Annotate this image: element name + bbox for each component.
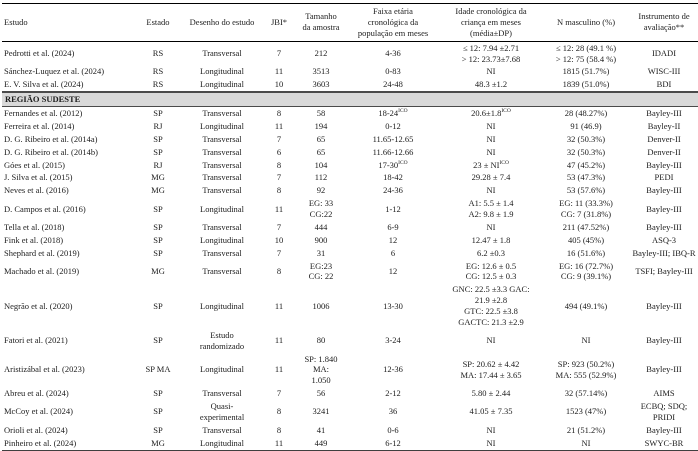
table-row <box>2 353 698 388</box>
cell-amostra: 104 <box>314 159 328 170</box>
cell-faixa-etaria: 1-12 <box>385 203 401 214</box>
cell-jbi: 7 <box>276 172 282 183</box>
cell-instrumento: Bayley-III <box>646 221 682 232</box>
cell-amostra: 900 <box>314 234 328 245</box>
cell-n-masculino: EG: 11 (33.3%) CG: 7 (31.8%) <box>559 198 613 219</box>
cell-desenho: Longitudinal <box>200 79 244 90</box>
cell-jbi: 11 <box>274 300 284 311</box>
cell-desenho: Transversal <box>202 108 242 118</box>
cell-n-masculino: NI <box>581 335 591 346</box>
section-header-label: REGIÃO SUDESTE <box>2 92 698 106</box>
cell-faixa-etaria: 6-9 <box>387 221 399 232</box>
cell-n-masculino: 1839 (51.0%) <box>562 79 610 90</box>
cell-estudo: Góes et al. (2015) <box>4 159 65 170</box>
cell-amostra: 3513 <box>312 66 330 77</box>
cell-desenho: Transversal <box>202 48 242 59</box>
table-row <box>2 424 698 437</box>
cell-idade: NI <box>486 66 496 77</box>
table-row <box>2 221 698 234</box>
cell-instrumento: Bayley-III <box>646 185 682 196</box>
table-row <box>2 260 698 284</box>
cell-estudo: Fatori et al. (2021) <box>4 335 68 346</box>
cell-estudo: Abreu et al. (2024) <box>4 388 69 399</box>
cell-desenho: Transversal <box>202 172 242 183</box>
cell-n-masculino: SP: 923 (50.2%) MA: 555 (52.9%) <box>555 358 617 380</box>
cell-instrumento: Bayley-III <box>646 108 682 118</box>
cell-jbi: 11 <box>274 66 284 77</box>
cell-amostra: 112 <box>314 172 328 183</box>
studies-table <box>2 3 698 451</box>
table-row <box>2 283 698 329</box>
cell-idade: ≤ 12: 7.94 ±2.71 > 12: 23.73±7.68 <box>461 42 521 64</box>
cell-n-masculino: EG: 16 (72.7%) CG: 9 (39.1%) <box>558 260 614 282</box>
cell-n-masculino: 28 (48.27%) <box>564 108 608 118</box>
cell-idade: A1: 5.5 ± 1.4 A2: 9.8 ± 1.9 <box>468 198 514 219</box>
cell-amostra: 65 <box>316 146 326 157</box>
cell-estudo: Machado et al. (2019) <box>4 265 80 276</box>
cell-faixa-etaria: 13-30 <box>383 300 403 311</box>
cell-instrumento: Denver-II <box>647 133 681 144</box>
table-row <box>2 400 698 424</box>
cell-instrumento: Bayley-III <box>646 364 682 375</box>
cell-faixa-etaria: 4-36 <box>385 48 401 59</box>
cell-estudo: D. Campos et al. (2016) <box>4 203 86 214</box>
table-row <box>2 41 698 65</box>
cell-desenho: Longitudinal <box>200 120 244 131</box>
cell-estado: SP <box>153 146 163 157</box>
cell-desenho: Longitudinal <box>200 300 244 311</box>
table-header-row <box>2 4 698 42</box>
cell-instrumento: IDADI <box>651 48 677 59</box>
cell-estado: RS <box>152 66 164 77</box>
cell-n-masculino: 1523 (47%) <box>565 406 607 417</box>
cell-jbi: 8 <box>276 108 282 118</box>
cell-idade: $23 \pm NI^{ICO}$ <box>473 159 509 170</box>
column-header-estado: Estado <box>136 4 180 42</box>
cell-instrumento: Bayley-III; IBQ-R <box>632 247 696 258</box>
cell-estudo: Orioli et al. (2024) <box>4 424 68 435</box>
cell-desenho: Transversal <box>202 185 242 196</box>
cell-estado: RS <box>152 79 164 90</box>
cell-faixa-etaria: 12 <box>388 234 398 245</box>
cell-instrumento: TSFI; Bayley-III <box>635 265 693 276</box>
cell-idade: NI <box>486 185 496 196</box>
cell-estado: SP <box>153 221 163 232</box>
cell-n-masculino: ≤ 12: 28 (49.1 %) > 12: 75 (58.4 %) <box>555 42 617 64</box>
cell-faixa-etaria: 6 <box>390 247 396 258</box>
cell-desenho: Longitudinal <box>200 203 244 214</box>
cell-amostra: 92 <box>316 185 326 196</box>
cell-n-masculino: 21 (51.2%) <box>566 424 606 435</box>
cell-amostra: 58 <box>316 108 326 118</box>
cell-instrumento: Bayley-III <box>646 159 682 170</box>
cell-instrumento: AIMS <box>653 388 675 399</box>
cell-amostra: 212 <box>314 48 328 59</box>
cell-jbi: 8 <box>276 265 282 276</box>
cell-estudo: D. G. Ribeiro et al. (2014a) <box>4 133 98 144</box>
cell-instrumento: Bayley-III <box>646 424 682 435</box>
cell-idade: 6.2 ±0.3 <box>476 247 506 258</box>
cell-jbi: 11 <box>274 364 284 375</box>
cell-jbi: 10 <box>274 79 284 90</box>
cell-amostra: 444 <box>314 221 328 232</box>
cell-estudo: Shephard et al. (2019) <box>4 247 80 258</box>
cell-n-masculino: 32 (50.3%) <box>566 133 606 144</box>
cell-instrumento: WISC-III <box>647 66 681 77</box>
cell-estudo: Tella et al. (2018) <box>4 221 65 232</box>
table-row <box>2 184 698 197</box>
cell-idade: 48.3 ±1.2 <box>474 79 508 90</box>
table-row <box>2 437 698 450</box>
cell-estado: RJ <box>153 159 163 170</box>
cell-jbi: 7 <box>276 221 282 232</box>
cell-idade: $20.6\pm 1.8^{ICO}$ <box>471 108 511 118</box>
cell-estudo: Pedrotti et al. (2024) <box>4 48 75 59</box>
cell-faixa-etaria: 24-36 <box>383 185 403 196</box>
cell-n-masculino: 494 (49.1%) <box>564 300 608 311</box>
cell-desenho: Transversal <box>202 388 242 399</box>
cell-estado: SP <box>153 133 163 144</box>
cell-estudo: J. Silva et al. (2015) <box>4 172 73 183</box>
cell-amostra: 3241 <box>312 406 330 417</box>
cell-jbi: 8 <box>276 424 282 435</box>
cell-amostra: 449 <box>294 437 348 450</box>
cell-estado: SP <box>153 300 163 311</box>
cell-n-masculino: 47 (45.2%) <box>566 159 606 170</box>
cell-idade: NI <box>486 221 496 232</box>
cell-amostra: 65 <box>316 133 326 144</box>
cell-desenho: Longitudinal <box>180 437 264 450</box>
column-header-jbi: JBI* <box>264 4 294 42</box>
cell-idade: 5.80 ± 2.44 <box>471 388 511 399</box>
cell-estado: SP <box>153 247 163 258</box>
cell-n-masculino: NI <box>544 437 628 450</box>
cell-instrumento: BDI <box>656 79 672 90</box>
column-header-instrumento: Instrumento de avaliação** <box>628 4 698 42</box>
cell-n-masculino: 32 (50.3%) <box>566 146 606 157</box>
cell-faixa-etaria: 11.65-12.65 <box>372 133 414 144</box>
cell-estado: RJ <box>153 120 163 131</box>
cell-faixa-etaria: 36 <box>388 406 398 417</box>
cell-faixa-etaria: 3-24 <box>385 335 401 346</box>
cell-desenho: Quasi- experimental <box>199 401 245 422</box>
cell-instrumento: Bayley-III <box>646 203 682 214</box>
cell-idade: 12.47 ± 1.8 <box>471 234 511 245</box>
cell-estudo: McCoy et al. (2024) <box>4 406 73 417</box>
cell-n-masculino: 1815 (51.7%) <box>562 66 610 77</box>
cell-estado: MG <box>151 172 165 183</box>
cell-jbi: 8 <box>276 406 282 417</box>
cell-instrumento: Denver-II <box>647 146 681 157</box>
cell-amostra: 3603 <box>312 79 330 90</box>
cell-n-masculino: 53 (47.3%) <box>566 172 606 183</box>
cell-n-masculino: 16 (51.6%) <box>566 247 606 258</box>
cell-idade: NI <box>486 424 496 435</box>
cell-desenho: Transversal <box>202 247 242 258</box>
cell-jbi: 7 <box>276 247 282 258</box>
cell-estado: MG <box>151 185 165 196</box>
cell-desenho: Transversal <box>202 265 242 276</box>
table-row <box>2 329 698 353</box>
table-row <box>2 133 698 146</box>
cell-amostra: EG: 33 CG:22 <box>308 198 334 219</box>
cell-estado: SP MA <box>145 364 171 375</box>
cell-estado: SP <box>153 406 163 417</box>
cell-desenho: Longitudinal <box>200 234 244 245</box>
cell-n-masculino: 405 (45%) <box>567 234 605 245</box>
cell-estado: SP <box>153 234 163 245</box>
column-header-desenho: Desenho do estudo <box>180 4 264 42</box>
cell-desenho: Transversal <box>202 159 242 170</box>
cell-faixa-etaria: 0-6 <box>387 424 399 435</box>
cell-estado: SP <box>153 335 163 346</box>
cell-estudo: Fink et al. (2018) <box>4 234 64 245</box>
cell-desenho: Transversal <box>202 133 242 144</box>
cell-n-masculino: 211 (47.52%) <box>562 221 610 232</box>
cell-desenho: Longitudinal <box>200 66 244 77</box>
cell-desenho: Transversal <box>202 221 242 232</box>
table-row <box>2 65 698 78</box>
cell-estudo: Pinheiro et al. (2024) <box>2 437 136 450</box>
cell-jbi: 11 <box>274 203 284 214</box>
column-header-idade: Idade cronológica da criança em meses (média±DP) <box>438 4 544 42</box>
cell-idade: NI <box>486 146 496 157</box>
cell-n-masculino: 32 (57.14%) <box>564 388 608 399</box>
cell-jbi: 10 <box>274 234 284 245</box>
cell-estado: SP <box>153 203 163 214</box>
cell-idade: SP: 20.62 ± 4.42 MA: 17.44 ± 3.65 <box>460 358 522 380</box>
cell-jbi: 6 <box>276 146 282 157</box>
cell-estado: RS <box>152 48 164 59</box>
cell-estudo: E. V. Silva et al. (2024) <box>4 79 84 90</box>
column-header-n-masculino: N masculino (%) <box>544 4 628 42</box>
cell-estudo: Fernandes et al. (2012) <box>4 108 83 118</box>
table-row <box>2 107 698 120</box>
cell-jbi: 7 <box>276 133 282 144</box>
cell-jbi: 11 <box>274 120 284 131</box>
table-row <box>2 197 698 221</box>
cell-estado: SP <box>153 424 163 435</box>
cell-idade: NI <box>486 120 496 131</box>
cell-estudo: Ferreira et al. (2014) <box>4 120 75 131</box>
table-row <box>2 171 698 184</box>
cell-faixa-etaria: 11.66-12.66 <box>372 146 414 157</box>
cell-amostra: 31 <box>316 247 326 258</box>
cell-idade: NI <box>486 335 496 346</box>
cell-amostra: 1006 <box>312 300 330 311</box>
cell-estudo: Aristizábal et al. (2023) <box>4 364 85 375</box>
cell-estudo: Sánchez-Luquez et al. (2024) <box>4 66 105 77</box>
cell-amostra: 41 <box>316 424 326 435</box>
cell-jbi: 8 <box>276 185 282 196</box>
cell-idade: EG: 12.6 ± 0.5 CG: 12.5 ± 0.3 <box>465 260 517 282</box>
cell-idade: 41.05 ± 7.35 <box>469 406 513 417</box>
cell-instrumento: Bayley-III <box>646 300 682 311</box>
cell-estado: SP <box>153 108 163 118</box>
cell-estado: MG <box>151 265 165 276</box>
cell-idade: 29.28 ± 7.4 <box>471 172 511 183</box>
cell-desenho: Estudo randomizado <box>199 329 245 351</box>
cell-jbi: 7 <box>276 48 282 59</box>
cell-amostra: EG:23 CG: 22 <box>308 260 334 282</box>
cell-faixa-etaria: 12 <box>388 265 398 276</box>
cell-idade: GNC: 22.5 ±3.3 GAC: 21.9 ±2.8 GTC: 22.5 ±3.8 GACTC: 21.3 ±2.9 <box>452 284 530 327</box>
column-header-estudo: Estudo <box>2 4 136 42</box>
cell-instrumento: Bayley-III <box>646 335 682 346</box>
cell-instrumento: ECBQ; SDQ; PRIDI <box>640 401 688 422</box>
cell-estudo: Neves et al. (2016) <box>4 185 69 196</box>
cell-estado: SP <box>153 388 163 399</box>
cell-faixa-etaria: 2-12 <box>385 388 401 399</box>
cell-jbi: 11 <box>264 437 294 450</box>
table-row <box>2 387 698 400</box>
cell-jbi: 8 <box>276 159 282 170</box>
cell-amostra: 80 <box>316 335 326 346</box>
cell-idade: NI <box>438 437 544 450</box>
column-header-amostra: Tamanho da amostra <box>294 4 348 42</box>
cell-faixa-etaria: $17-30^{ICO}$ <box>378 159 408 170</box>
cell-desenho: Transversal <box>202 424 242 435</box>
cell-desenho: Transversal <box>202 146 242 157</box>
cell-n-masculino: 53 (57.6%) <box>566 185 606 196</box>
cell-amostra: 194 <box>314 120 328 131</box>
cell-faixa-etaria: 18-42 <box>383 172 403 183</box>
cell-idade: NI <box>486 133 496 144</box>
cell-faixa-etaria: 0-12 <box>385 120 401 131</box>
cell-instrumento: SWYC-BR <box>628 437 698 450</box>
section-header-row <box>2 92 698 106</box>
cell-faixa-etaria: 24-48 <box>383 79 403 90</box>
cell-estudo: D. G. Ribeiro et al. (2014b) <box>4 146 98 157</box>
table-row <box>2 234 698 247</box>
cell-instrumento: PEDI <box>654 172 674 183</box>
cell-desenho: Longitudinal <box>200 364 244 375</box>
table-row <box>2 120 698 133</box>
cell-faixa-etaria: $18-24^{ICO}$ <box>378 108 408 118</box>
cell-jbi: 7 <box>276 388 282 399</box>
cell-estudo: Negrão et al. (2020) <box>4 300 73 311</box>
cell-amostra: SP: 1.840 MA: 1.050 <box>304 353 338 386</box>
cell-faixa-etaria: 12-36 <box>383 364 403 375</box>
cell-faixa-etaria: 6-12 <box>348 437 438 450</box>
table-row <box>2 146 698 159</box>
cell-amostra: 56 <box>316 388 326 399</box>
table-row <box>2 159 698 172</box>
cell-faixa-etaria: 0-83 <box>385 66 401 77</box>
cell-jbi: 11 <box>274 335 284 346</box>
column-header-faixa-etaria: Faixa etária cronológica da população em meses <box>348 4 438 42</box>
table-row <box>2 78 698 92</box>
cell-instrumento: Bayley-II <box>647 120 681 131</box>
cell-n-masculino: 91 (46.9) <box>570 120 602 131</box>
cell-instrumento: ASQ-3 <box>651 234 677 245</box>
table-row <box>2 247 698 260</box>
cell-estado: MG <box>136 437 180 450</box>
